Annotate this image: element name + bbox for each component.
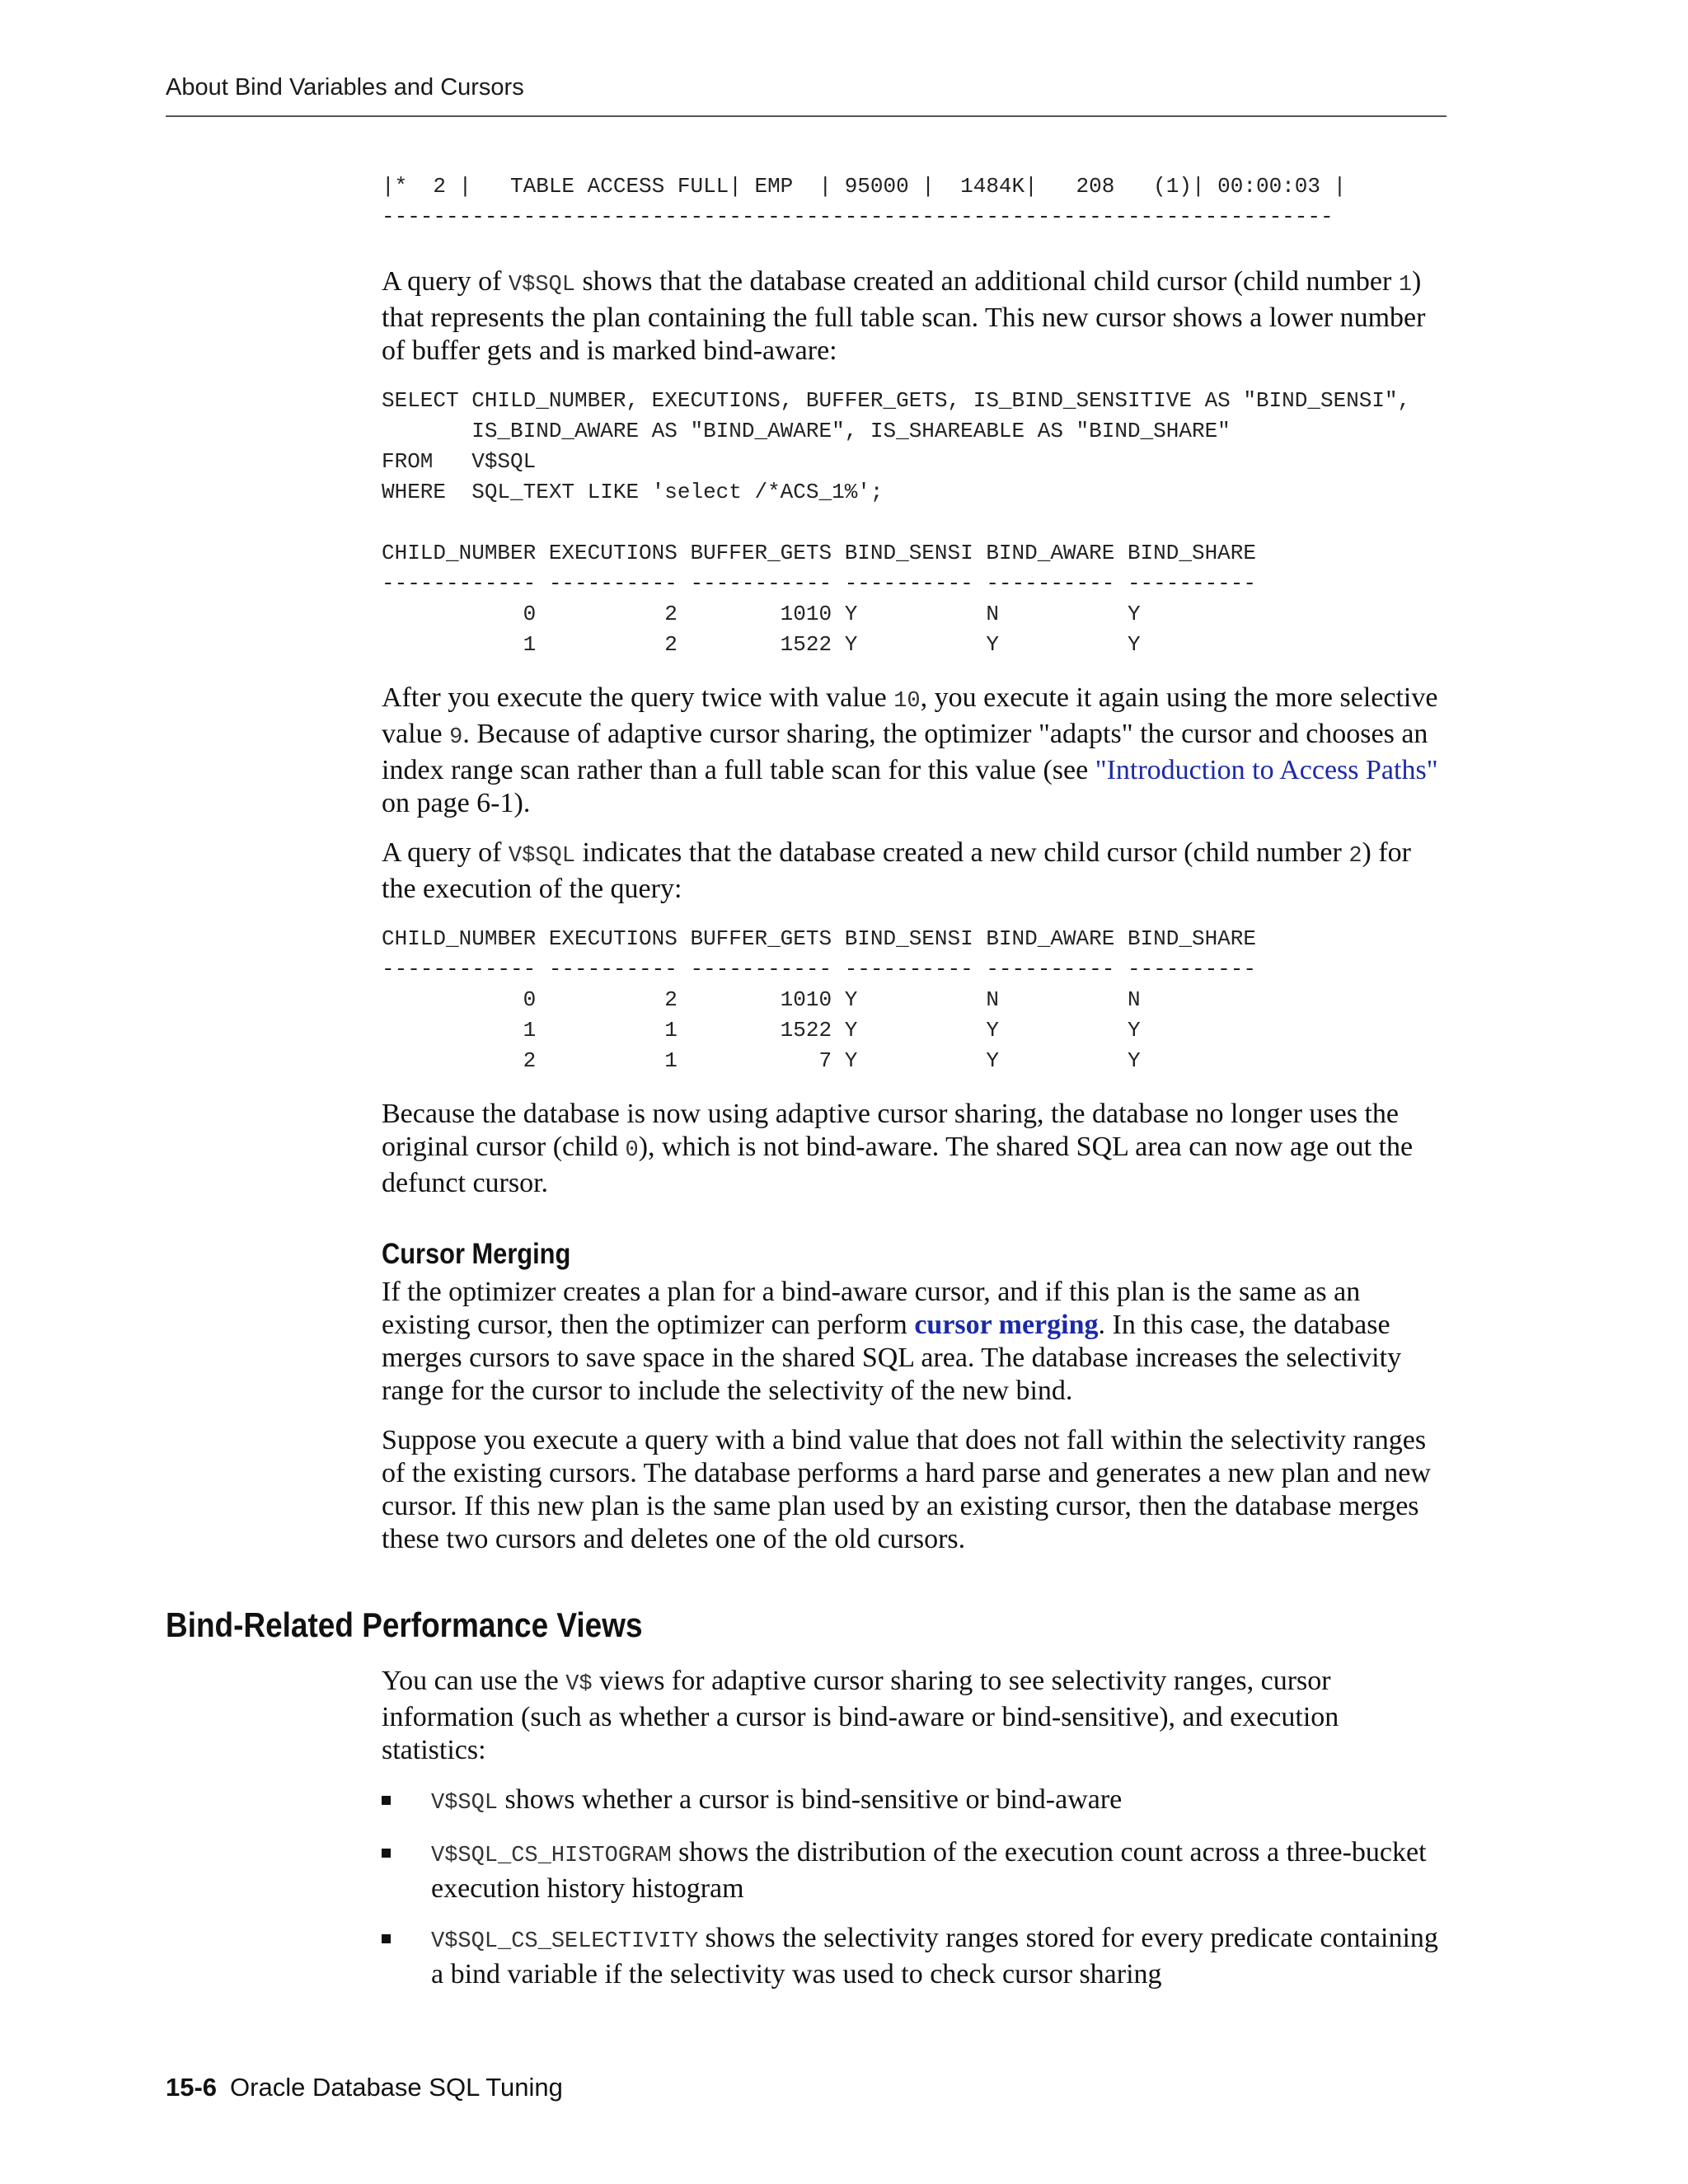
- text: . Because of adaptive cursor sharing, the optimizer "adapts" the cursor and chooses an index range scan rather than a full table scan for this value (see: [382, 719, 1428, 785]
- running-header: About Bind Variables and Cursors: [166, 74, 524, 101]
- inline-code: 0: [625, 1138, 639, 1163]
- cursor-merging-term-link[interactable]: cursor merging: [914, 1310, 1099, 1340]
- text: shows the distribution of the execution count across a three-bucket execution history histogram: [431, 1837, 1427, 1904]
- bullet-icon: [382, 1796, 391, 1805]
- text: shows the selectivity ranges stored for every predicate containing a bind variable if the selectivity was used to check cursor sharing: [431, 1923, 1438, 1990]
- list-item: [382, 1783, 1445, 1820]
- text: views for adaptive cursor sharing to see selectivity ranges, cursor information (such as whether a cursor is bind-aware or bind-sensitive), and execution statistics:: [382, 1666, 1339, 1765]
- paragraph-defunct: [382, 1098, 1445, 1200]
- text: If the optimizer creates a plan for a bind-aware cursor, and if this plan is the same as an existing cursor, then the optimizer can perform: [382, 1277, 1361, 1340]
- views-list: [382, 1783, 1445, 1991]
- paragraph-cursor-merging-2: Suppose you execute a query with a bind value that does not fall within the selectivity ranges of the existing cursors. The database performs a hard parse and generates a new plan and new cursor. If this new plan is the same plan used by an existing cursor, then the database merges these two cursors and deletes one of the old cursors.: [382, 1425, 1431, 1554]
- inline-code: V$SQL_CS_SELECTIVITY: [431, 1929, 699, 1954]
- text: . In this case, the database merges cursors to save space in the shared SQL area. The database increases the selectivity range for the cursor to include the selectivity of the new bind.: [382, 1310, 1402, 1406]
- bullet-icon: [382, 1849, 391, 1858]
- heading-bind-related-views: Bind-Related Performance Views: [166, 1605, 643, 1644]
- paragraph-adaptive: [382, 682, 1445, 820]
- text: Because the database is now using adaptive cursor sharing, the database no longer uses the original cursor (child: [382, 1099, 1400, 1162]
- paragraph-cursor-merging-1: [382, 1276, 1445, 1408]
- heading-cursor-merging: Cursor Merging: [382, 1238, 571, 1270]
- text: on page 6-1).: [382, 788, 531, 818]
- inline-code: 9: [449, 725, 463, 750]
- paragraph-views-intro: [382, 1665, 1445, 1767]
- text: ) that represents the plan containing the full table scan. This new cursor shows a lower number of buffer gets and is marked bind-aware:: [382, 266, 1426, 366]
- section-body: [382, 1665, 1445, 1991]
- inline-code: 10: [893, 689, 921, 714]
- text: You can use the: [382, 1666, 566, 1696]
- text: A query of: [382, 266, 509, 297]
- code-result-2: CHILD_NUMBER EXECUTIONS BUFFER_GETS BIND_SENSI BIND_AWARE BIND_SHARE ------------ ---------- ----------- ---------- ---------- ---------- 0 2 1010 Y N N 1 1 1522 Y Y Y 2 1 7 Y Y Y: [382, 926, 1256, 1073]
- text: indicates that the database created a new child cursor (child number: [574, 837, 1349, 868]
- paragraph-vsql-child-2: [382, 837, 1445, 906]
- main-content: [382, 171, 1445, 1556]
- text: After you execute the query twice with value: [382, 682, 894, 713]
- code-query-results: SELECT CHILD_NUMBER, EXECUTIONS, BUFFER_GETS, IS_BIND_SENSITIVE AS "BIND_SENSI", IS_BIND_AWARE AS "BIND_AWARE", IS_SHAREABLE AS "BIND_SHARE" FROM V$SQL WHERE SQL_TEXT LIKE 'select /*ACS_1%'; CHILD_NUMBER EXECUTIONS BUFFER_GETS BIND_SENSI BIND_AWARE BIND_SHARE ------------ ---------- ----------- ---------- ---------- ---------- 0 2 1010 Y N Y 1 2 1522 Y Y Y: [382, 388, 1411, 657]
- inline-code: V$SQL: [431, 1791, 499, 1816]
- text: ), which is not bind-aware. The shared SQL area can now age out the defunct cursor.: [382, 1132, 1414, 1198]
- text: A query of: [382, 837, 509, 868]
- inline-code: V$SQL_CS_HISTOGRAM: [431, 1844, 672, 1868]
- page-number: 15-6: [166, 2073, 218, 2102]
- inline-code: 2: [1348, 844, 1362, 869]
- text: shows that the database created an additional child cursor (child number: [574, 266, 1399, 297]
- inline-code: 1: [1398, 273, 1413, 298]
- list-item: [382, 1922, 1445, 1991]
- text: shows whether a cursor is bind-sensitive or bind-aware: [498, 1784, 1123, 1815]
- book-title: Oracle Database SQL Tuning: [230, 2073, 563, 2102]
- text: ) for the execution of the query:: [382, 837, 1411, 904]
- access-paths-link[interactable]: "Introduction to Access Paths": [1095, 755, 1438, 785]
- list-item: [382, 1836, 1445, 1905]
- bullet-icon: [382, 1934, 391, 1943]
- header-rule: [166, 115, 1447, 117]
- inline-code: V$SQL: [508, 273, 575, 298]
- page-footer: [166, 2073, 563, 2102]
- code-plan-tail: |* 2 | TABLE ACCESS FULL| EMP | 95000 | 1484K| 208 (1)| 00:00:03 | --------------------------------------------------------------------------: [382, 174, 1347, 229]
- paragraph-vsql-child-1: [382, 265, 1445, 368]
- text: , you execute it again using the more selective value: [382, 682, 1438, 749]
- inline-code: V$SQL: [508, 844, 575, 869]
- inline-code: V$: [565, 1672, 593, 1697]
